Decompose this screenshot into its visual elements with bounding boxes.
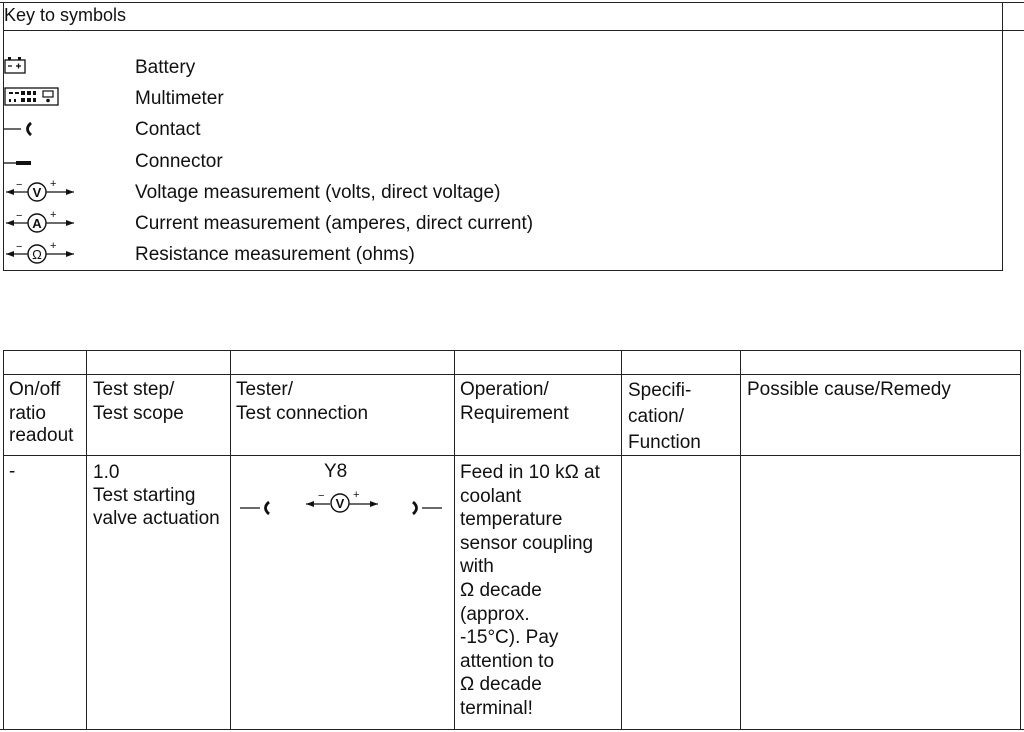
cell-test-step — [93, 461, 220, 530]
volt-letter: V — [32, 185, 42, 200]
minus-sign: − — [16, 241, 23, 253]
cell-line: Ω decade — [460, 674, 542, 696]
header-line: Possible cause/Remedy — [747, 379, 951, 400]
header-specification — [628, 378, 701, 456]
plus-sign: + — [50, 178, 57, 190]
amp-letter: A — [32, 216, 42, 231]
key-label-connector: Connector — [135, 151, 223, 172]
cell-line: attention to — [460, 650, 555, 672]
header-line: readout — [9, 425, 74, 446]
volt-letter: V — [335, 496, 345, 511]
cell-line: coolant — [460, 485, 522, 507]
header-line: Operation/ — [460, 379, 549, 400]
header-readout — [9, 378, 73, 448]
cell-line: temperature — [460, 509, 563, 531]
header-line: Test scope — [93, 403, 184, 424]
key-title: Key to symbols — [4, 5, 127, 25]
cell-line: with — [460, 556, 494, 578]
header-operation — [460, 378, 569, 426]
multimeter-icon — [4, 87, 60, 107]
ohm-letter: Ω — [32, 247, 42, 262]
plus-sign: + — [50, 209, 57, 221]
cell-tester-label: Y8 — [324, 461, 348, 482]
header-line: Function — [628, 432, 701, 453]
cell-operation — [460, 461, 600, 721]
cell-line: Ω decade — [460, 579, 542, 601]
cell-line: Test starting — [93, 485, 196, 506]
cell-line: valve actuation — [93, 508, 220, 529]
contact-icon — [240, 499, 272, 517]
voltage-measurement-icon — [304, 488, 380, 516]
plus-sign: + — [353, 489, 360, 501]
resistance-measurement-icon — [4, 240, 76, 266]
cell-line: sensor coupling — [460, 532, 594, 554]
cell-readout: - — [9, 461, 16, 482]
plus-sign: + — [50, 240, 57, 252]
header-line: On/off — [9, 379, 61, 400]
header-line: Tester/ — [236, 379, 294, 400]
header-line: ratio — [9, 403, 46, 424]
header-remedy — [747, 378, 951, 402]
key-label-current: Current measurement (amperes, direct current) — [135, 213, 534, 234]
header-line: Requirement — [460, 403, 569, 424]
connector-icon — [4, 156, 34, 170]
key-label-resistance: Resistance measurement (ohms) — [135, 244, 415, 265]
minus-sign: − — [318, 490, 325, 502]
battery-icon — [4, 57, 28, 75]
cell-line: -15°C). Pay — [460, 627, 559, 649]
header-line: Test step/ — [93, 379, 175, 400]
key-label-voltage: Voltage measurement (volts, direct voltage) — [135, 182, 501, 203]
header-line: Test connection — [236, 403, 369, 424]
key-label-contact: Contact — [135, 119, 201, 140]
voltage-measurement-icon — [4, 178, 76, 204]
key-label-battery: Battery — [135, 57, 196, 78]
header-line: cation/ — [628, 406, 684, 427]
cell-line: 1.0 — [93, 462, 120, 483]
contact-icon — [410, 499, 442, 517]
header-tester — [236, 378, 368, 426]
cell-line: (approx. — [460, 603, 530, 625]
key-label-multimeter: Multimeter — [135, 88, 224, 109]
current-measurement-icon — [4, 209, 76, 235]
contact-icon — [4, 120, 34, 138]
header-line: Specifi- — [628, 380, 692, 401]
header-test-step — [93, 378, 184, 426]
cell-line: terminal! — [460, 697, 533, 719]
minus-sign: − — [16, 210, 23, 222]
cell-line: Feed in 10 kΩ at — [460, 462, 600, 483]
minus-sign: − — [16, 179, 23, 191]
